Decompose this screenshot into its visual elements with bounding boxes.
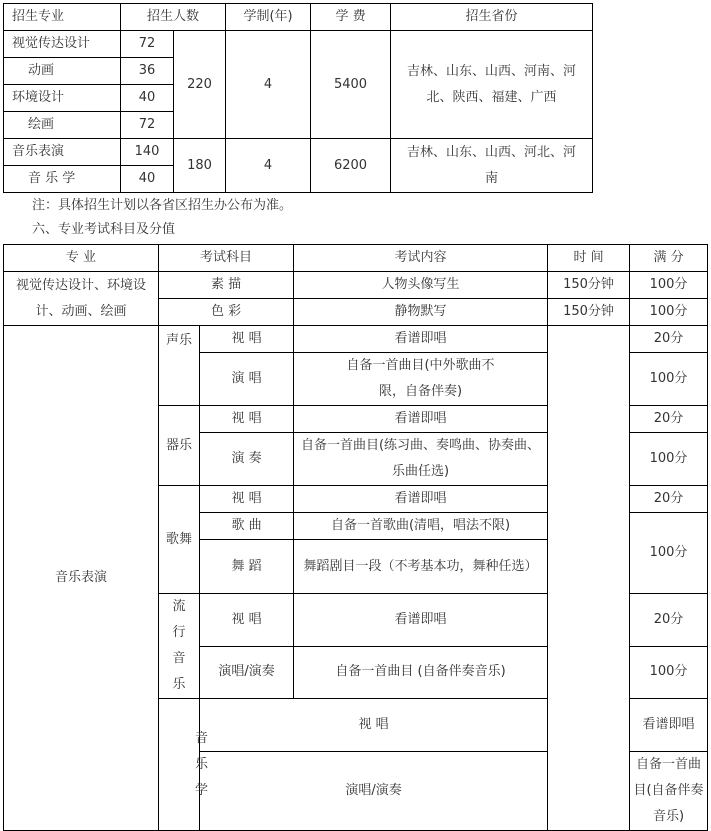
subject-cell: 视 唱 (200, 406, 294, 433)
subject-cell: 素 描 (159, 272, 294, 299)
score-cell: 20分 (630, 406, 708, 433)
category-cell: 歌舞 (159, 486, 200, 594)
group-fee: 5400 (311, 31, 391, 139)
count-cell: 40 (121, 85, 174, 112)
score-cell: 20分 (630, 594, 708, 647)
header-count: 招生人数 (121, 4, 226, 31)
content-cell: 自备一首歌曲(清唱，唱法不限) (294, 513, 548, 540)
note-text: 注：具体招生计划以各省区招生办公布为准。 (32, 198, 293, 213)
count-cell: 36 (121, 58, 174, 85)
subject-cell: 舞 蹈 (200, 540, 294, 594)
score-cell: 100分 (630, 433, 708, 486)
major-cell: 视觉传达设计 (4, 31, 121, 58)
count-cell: 72 (121, 112, 174, 139)
group-total: 180 (174, 139, 226, 193)
subject-cell: 演 奏 (200, 433, 294, 486)
major-cell: 绘画 (4, 112, 121, 139)
group-years: 4 (226, 31, 311, 139)
score-cell: 100分 (630, 646, 708, 699)
group-provinces: 吉林、山东、山西、河北、河南 (391, 139, 593, 193)
score-cell: 100分 (630, 299, 708, 326)
header-score: 满 分 (630, 245, 708, 272)
header-fee: 学 费 (311, 4, 391, 31)
header-provinces: 招生省份 (391, 4, 593, 31)
content-cell: 看谱即唱 (294, 486, 548, 513)
score-cell: 20分 (630, 326, 708, 353)
table-header-row (4, 4, 593, 31)
subject-cell: 演唱/演奏 (200, 646, 294, 699)
header-content: 考试内容 (294, 245, 548, 272)
content-cell: 看谱即唱 (294, 406, 548, 433)
group-total: 220 (174, 31, 226, 139)
major-cell: 音乐学 (159, 699, 200, 831)
header-major: 专 业 (4, 245, 159, 272)
content-cell: 自备一首曲目(自备伴奏音乐) (630, 752, 708, 831)
subject-cell: 视 唱 (200, 594, 294, 647)
major-cell: 环境设计 (4, 85, 121, 112)
major-cell: 音 乐 学 (4, 166, 121, 193)
table-row (4, 326, 708, 353)
group-fee: 6200 (311, 139, 391, 193)
content-cell: 静物默写 (294, 299, 548, 326)
subject-cell: 色 彩 (159, 299, 294, 326)
table-header-row (4, 245, 708, 272)
table-row (4, 139, 593, 166)
major-cell: 动画 (4, 58, 121, 85)
section-title: 六、专业考试科目及分值 (32, 222, 176, 237)
subject-cell: 视 唱 (200, 699, 548, 752)
score-cell: 100分 (630, 353, 708, 406)
major-cell: 音乐表演 (4, 326, 159, 831)
content-cell: 看谱即唱 (294, 326, 548, 353)
time-cell: 150分钟 (548, 299, 630, 326)
score-cell: 20分 (630, 486, 708, 513)
subject-cell: 演唱/演奏 (200, 752, 548, 831)
header-major: 招生专业 (4, 4, 121, 31)
enrollment-table (3, 3, 593, 193)
time-cell (548, 326, 630, 831)
count-cell: 40 (121, 166, 174, 193)
time-cell: 150分钟 (548, 272, 630, 299)
content-cell: 人物头像写生 (294, 272, 548, 299)
category-cell: 声乐 (159, 326, 200, 406)
content-cell: 自备一首曲目 (自备伴奏音乐) (294, 646, 548, 699)
score-cell: 100分 (630, 272, 708, 299)
header-subject: 考试科目 (159, 245, 294, 272)
category-cell: 流行音乐 (159, 594, 200, 699)
content-cell: 看谱即唱 (294, 594, 548, 647)
table-row (4, 272, 708, 299)
group-provinces: 吉林、山东、山西、河南、河北、陕西、福建、广西 (391, 31, 593, 139)
major-cell: 音乐表演 (4, 139, 121, 166)
category-cell: 器乐 (159, 406, 200, 486)
score-cell: 100分 (630, 513, 708, 594)
count-cell: 72 (121, 31, 174, 58)
table-row (4, 31, 593, 58)
subject-cell: 视 唱 (200, 486, 294, 513)
header-years: 学制(年) (226, 4, 311, 31)
count-cell: 140 (121, 139, 174, 166)
content-cell: 自备一首曲目(中外歌曲不限，自备伴奏) (294, 353, 548, 406)
subject-cell: 歌 曲 (200, 513, 294, 540)
content-cell: 看谱即唱 (630, 699, 708, 752)
major-cell: 视觉传达设计、环境设计、动画、绘画 (4, 272, 159, 326)
exam-table (3, 244, 708, 831)
content-cell: 舞蹈剧目一段（不考基本功，舞种任选） (294, 540, 548, 594)
content-cell: 自备一首曲目(练习曲、奏鸣曲、协奏曲、乐曲任选) (294, 433, 548, 486)
header-time: 时 间 (548, 245, 630, 272)
group-years: 4 (226, 139, 311, 193)
subject-cell: 视 唱 (200, 326, 294, 353)
subject-cell: 演 唱 (200, 353, 294, 406)
